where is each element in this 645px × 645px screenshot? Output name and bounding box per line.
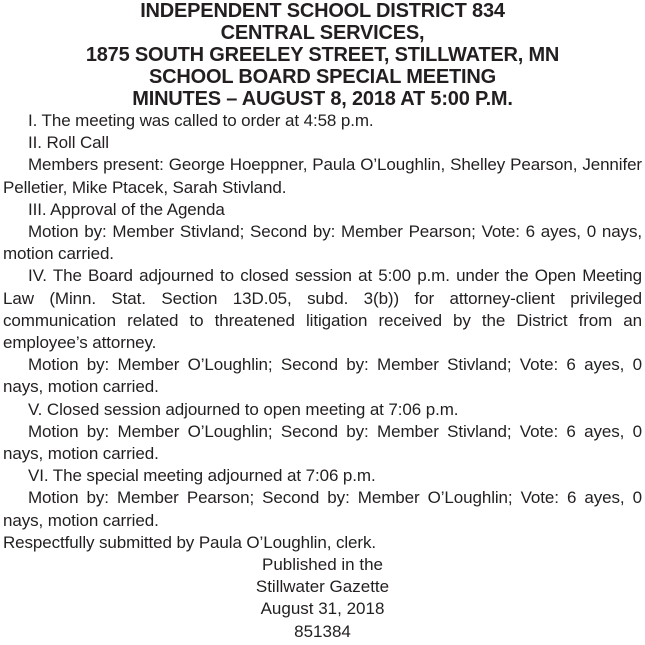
motion-agenda: Motion by: Member Stivland; Second by: Member Pearson; Vote: 6 ayes, 0 nays, motion carried. (3, 222, 642, 264)
item-approval-agenda: III. Approval of the Agenda (28, 199, 225, 219)
heading-address: 1875 SOUTH GREELEY STREET, STILLWATER, MN (85, 44, 560, 66)
motion-closed-session: Motion by: Member O’Loughlin; Second by: Member Stivland; Vote: 6 ayes, 0 nays, motion carried. (3, 355, 642, 397)
publication-date: August 31, 2018 (260, 599, 385, 619)
motion-adjourn: Motion by: Member Pearson; Second by: Member O’Loughlin; Vote: 6 ayes, 0 nays, motion carried. (3, 488, 642, 530)
members-present: Members present: George Hoeppner, Paula O’Loughlin, Shelley Pearson, Jennifer Pelletier, Mike Ptacek, Sarah Stivland. (3, 155, 642, 197)
newspaper-name: Stillwater Gazette (255, 577, 390, 597)
ad-number: 851384 (294, 621, 351, 641)
publication-info (3, 554, 642, 643)
item-closed-session: IV. The Board adjourned to closed session at 5:00 p.m. under the Open Meeting Law (Minn. Stat. Section 13D.05, subd. 3(b)) for attorney-client privileged communication related to threatened litigation received by the District from an employee’s attorney. (3, 266, 642, 353)
heading-meeting-type: SCHOOL BOARD SPECIAL MEETING (148, 66, 497, 88)
legal-notice (3, 0, 642, 643)
published-in: Published in the (262, 555, 383, 575)
signoff: Respectfully submitted by Paula O’Loughlin, clerk. (3, 532, 376, 552)
item-roll-call: II. Roll Call (28, 133, 109, 153)
motion-open-meeting: Motion by: Member O’Loughlin; Second by: Member Stivland; Vote: 6 ayes, 0 nays, motion carried. (3, 421, 642, 464)
item-adjourn: VI. The special meeting adjourned at 7:06 p.m. (28, 466, 376, 486)
heading-minutes-date: MINUTES – AUGUST 8, 2018 AT 5:00 P.M. (132, 88, 513, 110)
heading-office: CENTRAL SERVICES, (220, 22, 425, 44)
item-call-to-order: I. The meeting was called to order at 4:58 p.m. (28, 111, 374, 130)
heading-district: INDEPENDENT SCHOOL DISTRICT 834 (140, 0, 505, 22)
minutes-body (3, 110, 642, 554)
notice-heading (3, 0, 642, 110)
item-open-meeting: V. Closed session adjourned to open meeting at 7:06 p.m. (28, 399, 459, 419)
